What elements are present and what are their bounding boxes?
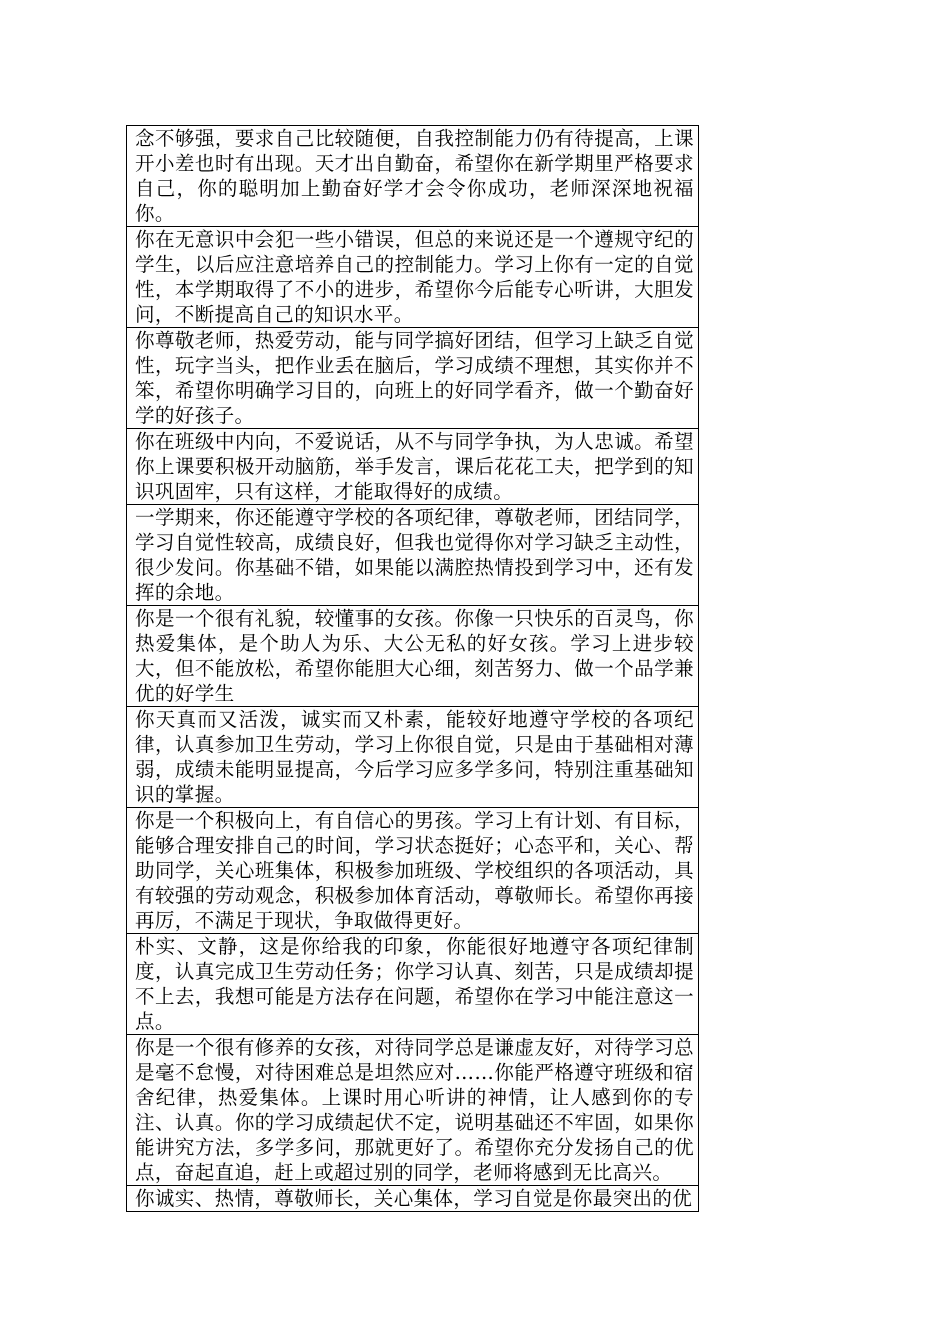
comment-cell (127, 505, 699, 606)
comment-text: 念不够强，要求自己比较随便，自我控制能力仍有待提高，上课开小差也时有出现。天才出自勤奋，希望你在新学期里严格要求自己，你的聪明加上勤奋好学才会令你成功，老师深深地祝福你。 (135, 127, 694, 225)
comment-cell (127, 808, 699, 934)
comment-text: 一学期来，你还能遵守学校的各项纪律，尊敬老师，团结同学，学习自觉性较高，成绩良好，但我也觉得你对学习缺乏主动性，很少发问。你基础不错，如果能以满腔热情投到学习中，还有发挥的余地。 (135, 506, 694, 604)
comment-text: 你在班级中内向，不爱说话，从不与同学争执，为人忠诚。希望你上课要积极开动脑筋，举手发言，课后花花工夫，把学到的知识巩固牢，只有这样，才能取得好的成绩。 (135, 430, 694, 503)
comment-cell (127, 1035, 699, 1186)
comment-text: 你是一个积极向上，有自信心的男孩。学习上有计划、有目标，能够合理安排自己的时间，学习状态挺好；心态平和，关心、帮助同学，关心班集体，积极参加班级、学校组织的各项活动，具有较强的劳动观念，积极参加体育活动，尊敬师长。希望你再接再厉，不满足于现状，争取做得更好。 (135, 809, 694, 932)
comment-text: 你是一个很有礼貌，较懂事的女孩。你像一只快乐的百灵鸟，你热爱集体，是个助人为乐、大公无私的好女孩。学习上进步较大，但不能放松，希望你能胆大心细，刻苦努力、做一个品学兼优的好学生 (135, 607, 694, 705)
comments-table (126, 125, 699, 1212)
table-row (127, 707, 699, 808)
table-row (127, 505, 699, 606)
comment-cell (127, 429, 699, 505)
comment-text: 你天真而又活泼，诚实而又朴素，能较好地遵守学校的各项纪律，认真参加卫生劳动，学习上你很自觉，只是由于基础相对薄弱，成绩未能明显提高，今后学习应多学多问，特别注重基础知识的掌握。 (135, 708, 694, 806)
comment-text: 你是一个很有修养的女孩，对待同学总是谦虚友好，对待学习总是毫不怠慢，对待困难总是坦然应对……你能严格遵守班级和宿舍纪律，热爱集体。上课时用心听讲的神情，让人感到你的专注、认真。你的学习成绩起伏不定，说明基础还不牢固，如果你能讲究方法，多学多问，那就更好了。希望你充分发扬自己的优点，奋起直追，赶上或超过别的同学，老师将感到无比高兴。 (135, 1036, 694, 1184)
table-row (127, 808, 699, 934)
table-row (127, 328, 699, 429)
table-row (127, 1186, 699, 1212)
table-row (127, 1035, 699, 1186)
comment-text: 你在无意识中会犯一些小错误，但总的来说还是一个遵规守纪的学生，以后应注意培养自己的控制能力。学习上你有一定的自觉性，本学期取得了不小的进步，希望你今后能专心听讲，大胆发问，不断提高自己的知识水平。 (135, 228, 694, 326)
comment-text: 朴实、文静，这是你给我的印象，你能很好地遵守各项纪律制度，认真完成卫生劳动任务；你学习认真、刻苦，只是成绩却提不上去，我想可能是方法存在问题，希望你在学习中能注意这一点。 (135, 935, 694, 1033)
table-row (127, 934, 699, 1035)
table-row (127, 606, 699, 707)
comment-cell (127, 707, 699, 808)
comment-cell (127, 1186, 699, 1212)
table-row (127, 227, 699, 328)
comment-cell (127, 227, 699, 328)
comment-cell (127, 126, 699, 227)
table-row (127, 429, 699, 505)
comment-cell (127, 934, 699, 1035)
comment-text: 你尊敬老师，热爱劳动，能与同学搞好团结，但学习上缺乏自觉性，玩字当头，把作业丢在脑后，学习成绩不理想，其实你并不笨，希望你明确学习目的，向班上的好同学看齐，做一个勤奋好学的好孩子。 (135, 329, 694, 427)
comment-cell (127, 606, 699, 707)
comment-cell (127, 328, 699, 429)
table-row (127, 126, 699, 227)
comment-text: 你诚实、热情，尊敬师长，关心集体，学习自觉是你最突出的优 (135, 1187, 693, 1210)
